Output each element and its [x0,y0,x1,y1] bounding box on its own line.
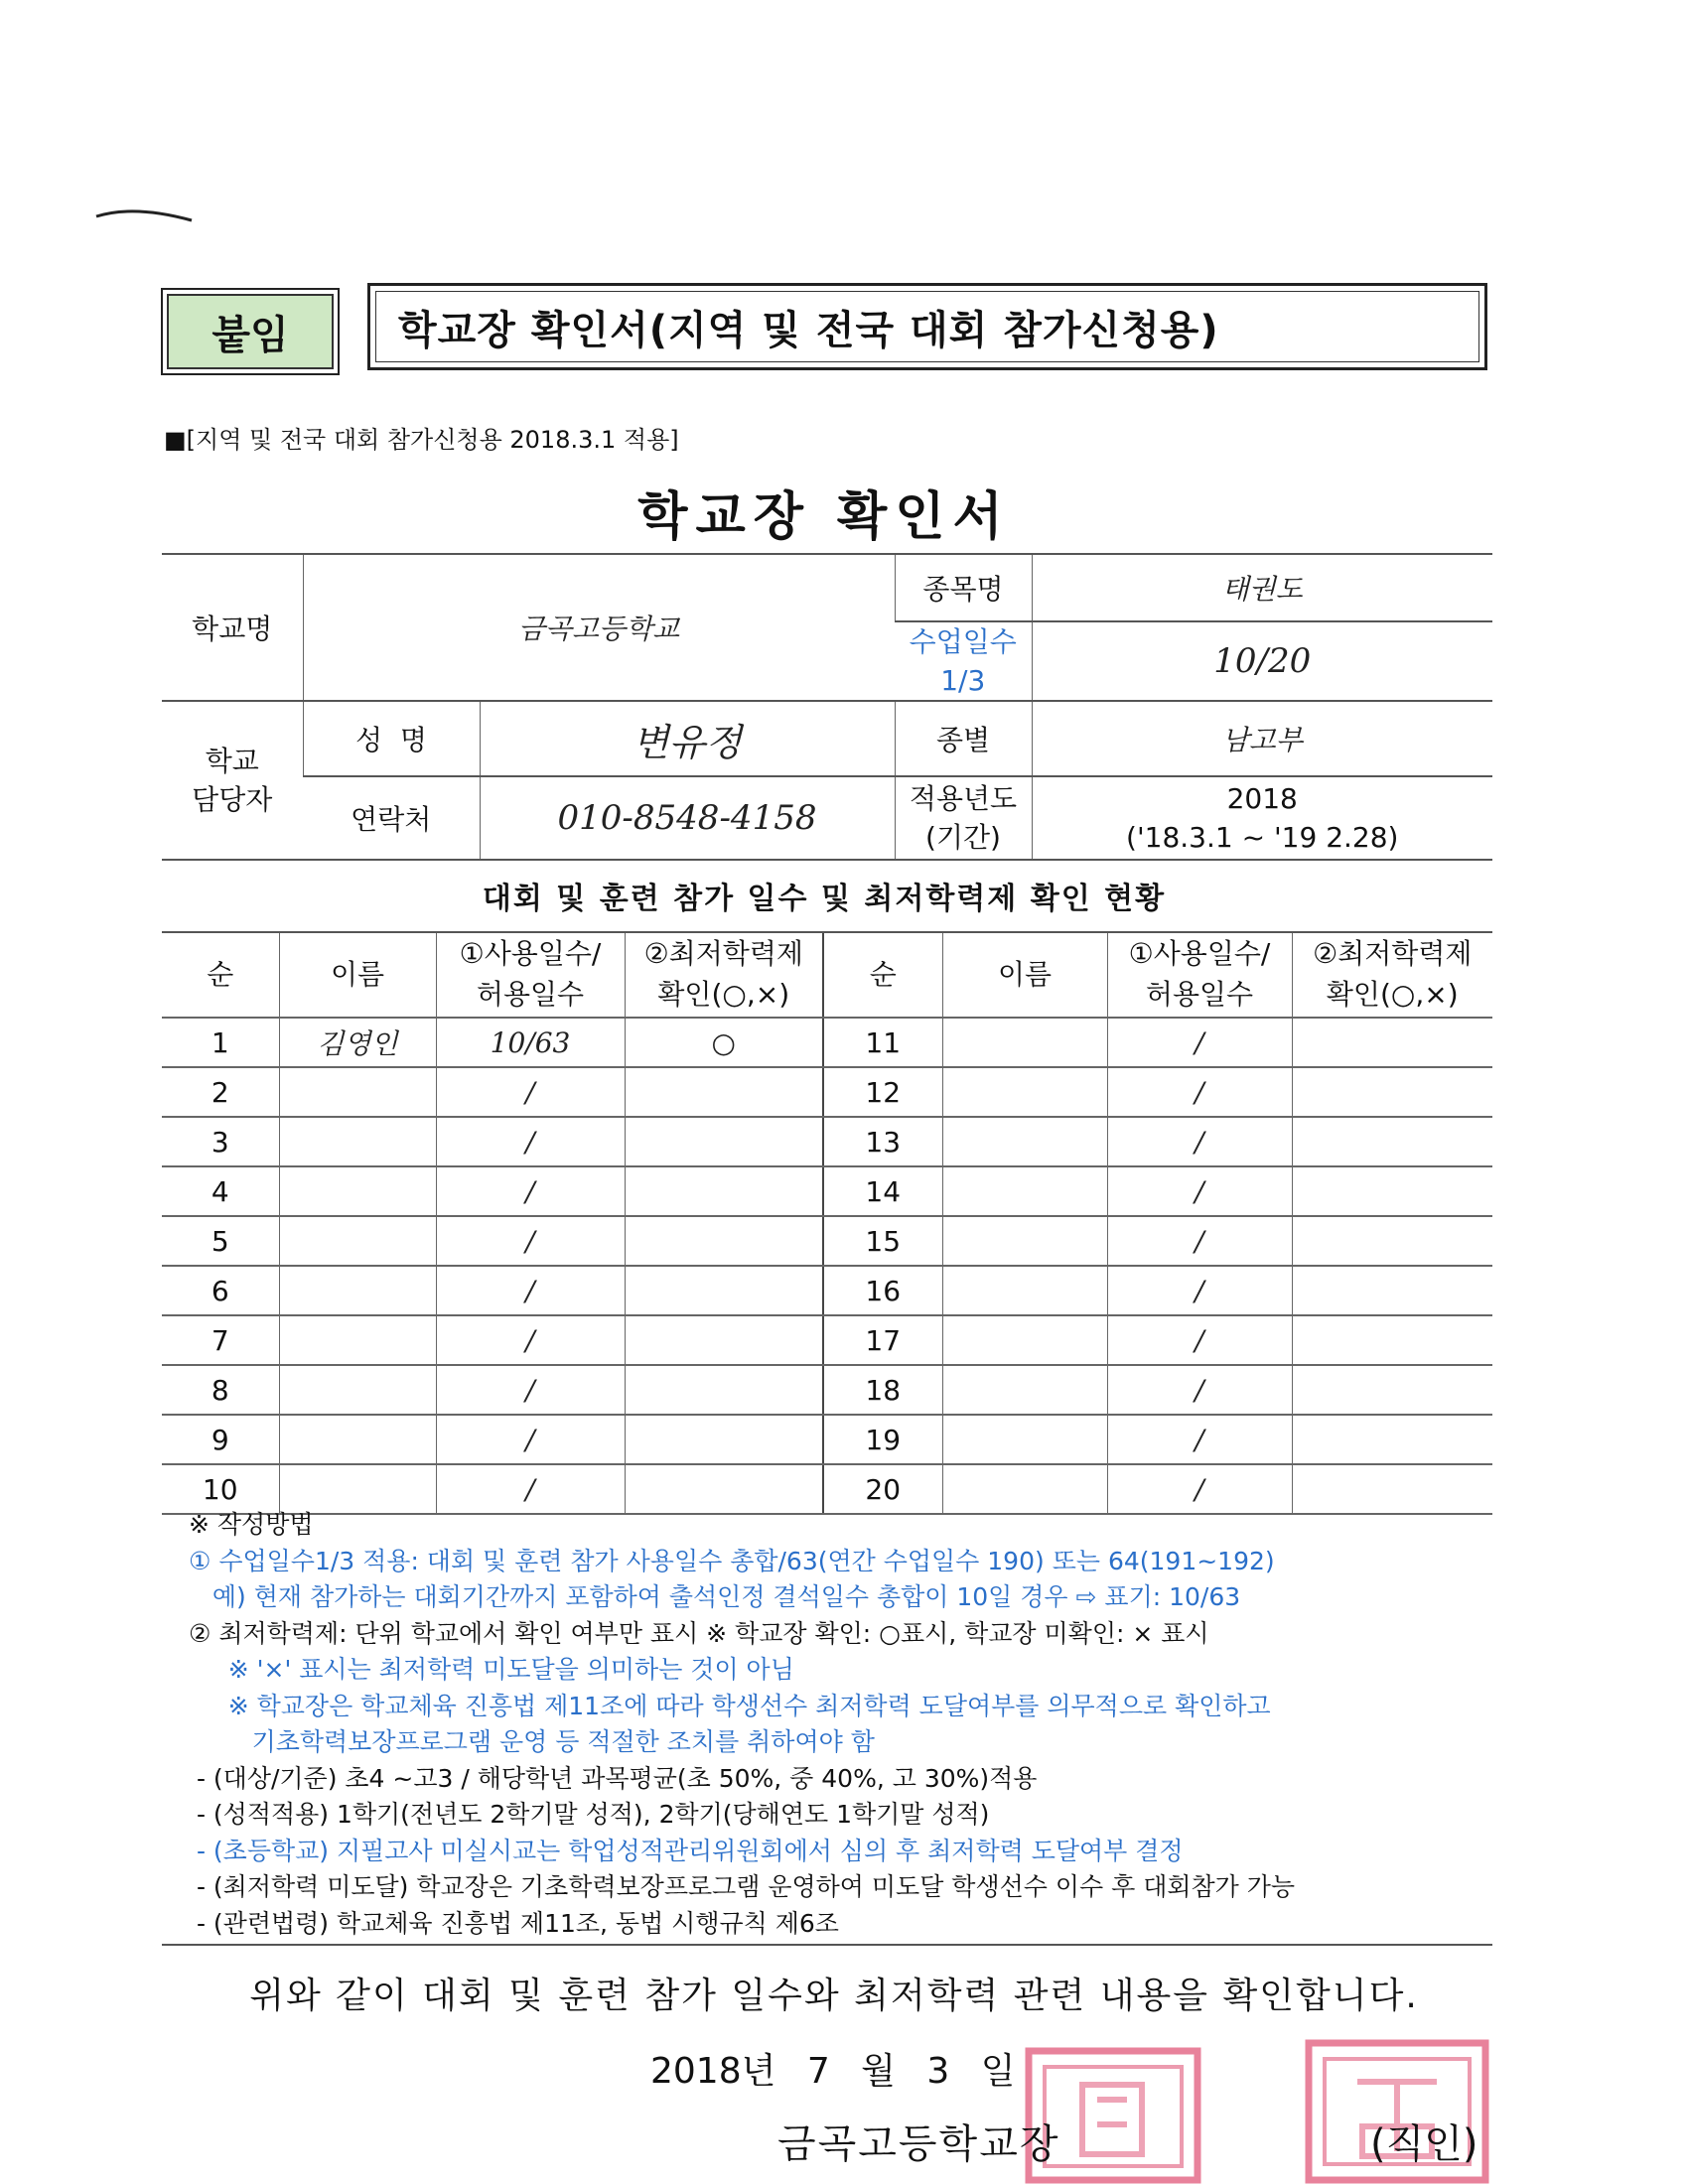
cell-days[interactable]: / [1107,1464,1292,1514]
cell-name[interactable] [279,1415,436,1464]
cell-name[interactable] [279,1365,436,1415]
cell-no[interactable]: 7 [162,1315,279,1365]
cell-no[interactable]: 11 [823,1018,942,1067]
header-no: 순 [162,932,279,1018]
manager-label-line-1: 학교 [205,745,259,778]
cell-days[interactable]: / [436,1117,625,1166]
issue-date: 2018년 7 월 3 일 [650,2051,1016,2092]
name-label: 성 명 [303,701,480,776]
instructions [189,1507,1519,1942]
school-value: 금곡고등학교 [303,554,895,701]
cell-days[interactable]: / [436,1266,625,1315]
header-days-right-line-1: ①사용일수/ [1128,937,1271,971]
header-check-right-line-2: 확인(○,×) [1326,978,1459,1011]
cell-name[interactable] [279,1266,436,1315]
cell-check[interactable] [1292,1018,1492,1067]
cell-days[interactable]: / [1107,1166,1292,1216]
category-value: 남고부 [1032,701,1492,776]
cell-days[interactable]: / [436,1067,625,1117]
cell-no[interactable]: 1 [162,1018,279,1067]
cell-name[interactable] [279,1067,436,1117]
header-check-right [1292,932,1492,1018]
confirmation-statement: 위와 같이 대회 및 훈련 참가 일수와 최저학력 관련 내용을 확인합니다. [249,1976,1419,2016]
cell-no[interactable]: 4 [162,1166,279,1216]
days-value: 10/20 [1032,621,1492,701]
cell-name[interactable] [942,1266,1107,1315]
cell-check[interactable] [625,1315,823,1365]
manager-label [162,701,303,860]
cell-days[interactable]: / [1107,1266,1292,1315]
table-row [162,1365,1492,1415]
cell-check[interactable] [625,1166,823,1216]
signer-name: 금곡고등학교장 [777,2121,1060,2167]
cell-no[interactable]: 5 [162,1216,279,1266]
year-label-line-1: 적용년도 [909,782,1018,816]
year-value-line-2: ('18.3.1 ~ '19 2.28) [1126,821,1399,855]
cell-check[interactable] [1292,1266,1492,1315]
header-days-line-1: ①사용일수/ [459,937,602,971]
table-row [162,1018,1492,1067]
instruction-line: - (초등학교) 지필고사 미실시교는 학업성적관리위원회에서 심의 후 최저학력 도달여부 결정 [189,1836,1184,1865]
header-check-right-line-1: ②최저학력제 [1313,937,1473,971]
header-days [436,932,625,1018]
table-row [162,1166,1492,1216]
header-check-line-2: 확인(○,×) [657,978,790,1011]
cell-name[interactable] [942,1365,1107,1415]
cell-days[interactable]: / [436,1166,625,1216]
instruction-line: - (대상/기준) 초4 ~고3 / 해당학년 과목평균(초 50%, 중 40%, 고 30%)적용 [189,1763,1038,1793]
scan-mark [94,205,194,224]
header-check [625,932,823,1018]
year-label-line-2: (기간) [925,821,1001,855]
cell-days[interactable]: / [436,1464,625,1514]
cell-days[interactable]: / [1107,1018,1292,1067]
cell-no[interactable]: 3 [162,1117,279,1166]
cell-check[interactable] [1292,1117,1492,1166]
table-row [162,1216,1492,1266]
cell-no[interactable]: 9 [162,1415,279,1464]
instruction-line: ① 수업일수1/3 적용: 대회 및 훈련 참가 사용일수 총합/63(연간 수업일수 190) 또는 64(191~192) [189,1546,1275,1575]
instruction-line: ※ '×' 표시는 최저학력 미도달을 의미하는 것이 아님 [189,1655,794,1684]
school-label: 학교명 [162,554,303,701]
cell-check[interactable] [625,1365,823,1415]
instruction-line: ※ 학교장은 학교체육 진흥법 제11조에 따라 학생선수 최저학력 도달여부를 의무적으로 확인하고 [189,1691,1271,1720]
document-heading: 학교장 확인서(지역 및 전국 대회 참가신청용) [367,283,1487,370]
table-row [162,1315,1492,1365]
cell-name[interactable] [942,1018,1107,1067]
cell-check[interactable] [1292,1067,1492,1117]
header-no-right: 순 [823,932,942,1018]
table-row [162,1415,1492,1464]
cell-name[interactable] [279,1315,436,1365]
days-label [895,621,1032,701]
instruction-line: - (성적적용) 1학기(전년도 2학기말 성적), 2학기(당해연도 1학기말 성적) [189,1800,990,1829]
event-label: 종목명 [895,554,1032,621]
roster-table [162,931,1492,1515]
cell-name[interactable] [942,1315,1107,1365]
cell-check[interactable] [1292,1315,1492,1365]
cell-check[interactable] [625,1266,823,1315]
roster-title: 대회 및 훈련 참가 일수 및 최저학력제 확인 현황 [482,882,1167,916]
cell-no[interactable]: 13 [823,1117,942,1166]
category-label: 종별 [895,701,1032,776]
cell-check[interactable] [1292,1166,1492,1216]
cell-no[interactable]: 16 [823,1266,942,1315]
cell-name[interactable] [279,1166,436,1216]
cell-name[interactable] [279,1216,436,1266]
cell-no[interactable]: 14 [823,1166,942,1216]
cell-days[interactable]: 10/63 [436,1018,625,1067]
cell-no[interactable]: 18 [823,1365,942,1415]
instruction-line: ※ 작성방법 [189,1510,314,1539]
cell-days[interactable]: / [1107,1365,1292,1415]
info-table [162,553,1492,861]
cell-check[interactable] [1292,1415,1492,1464]
table-row [162,1067,1492,1117]
header-name: 이름 [279,932,436,1018]
cell-name[interactable] [942,1415,1107,1464]
cell-days[interactable]: / [436,1365,625,1415]
instruction-line: ② 최저학력제: 단위 학교에서 확인 여부만 표시 ※ 학교장 확인: ○표시, 학교장 미확인: × 표시 [189,1618,1209,1648]
days-label-line-1: 수업일수 [909,625,1017,658]
instruction-line: 예) 현재 참가하는 대회기간까지 포함하여 출석인정 결석일수 총합이 10일 경우 ⇨ 표기: 10/63 [189,1582,1241,1611]
cell-days[interactable]: / [436,1216,625,1266]
header-name-right: 이름 [942,932,1107,1018]
seal-label: (직인) [1370,2121,1478,2167]
year-label [895,776,1032,860]
cell-no[interactable]: 15 [823,1216,942,1266]
year-value [1032,776,1492,860]
cell-days[interactable]: / [436,1315,625,1365]
header-check-line-1: ②최저학력제 [643,937,803,971]
cell-days[interactable]: / [1107,1315,1292,1365]
cell-days[interactable]: / [1107,1216,1292,1266]
header-days-right-line-2: 허용일수 [1145,978,1254,1011]
cell-check[interactable] [1292,1216,1492,1266]
cell-name[interactable] [279,1117,436,1166]
cell-days[interactable]: / [1107,1067,1292,1117]
divider [162,1944,1492,1946]
cell-days[interactable]: / [1107,1117,1292,1166]
cell-check[interactable] [625,1117,823,1166]
cell-no[interactable]: 12 [823,1067,942,1117]
cell-name[interactable]: 김영인 [279,1018,436,1067]
days-label-line-2: 1/3 [940,664,986,698]
year-value-line-1: 2018 [1226,782,1298,816]
cell-no[interactable]: 20 [823,1464,942,1514]
name-value: 변유정 [480,701,895,776]
cell-check[interactable]: ○ [625,1018,823,1067]
manager-label-line-2: 담당자 [192,783,273,817]
cell-no[interactable]: 10 [162,1464,279,1514]
cell-name[interactable] [942,1166,1107,1216]
header-days-line-2: 허용일수 [476,978,585,1011]
contact-value: 010-8548-4158 [480,776,895,860]
instruction-line: - (관련법령) 학교체육 진흥법 제11조, 동법 시행규칙 제6조 [189,1908,839,1938]
cell-name[interactable] [942,1117,1107,1166]
event-value: 태권도 [1032,554,1492,621]
cell-no[interactable]: 6 [162,1266,279,1315]
cell-check[interactable] [625,1415,823,1464]
instruction-line: - (최저학력 미도달) 학교장은 기초학력보장프로그램 운영하여 미도달 학생선수 이수 후 대회참가 가능 [189,1872,1296,1901]
cell-check[interactable] [625,1067,823,1117]
table-row [162,1117,1492,1166]
cell-no[interactable]: 2 [162,1067,279,1117]
cell-check[interactable] [1292,1365,1492,1415]
instruction-line: 기초학력보장프로그램 운영 등 적절한 조치를 취하여야 함 [189,1727,875,1756]
cell-no[interactable]: 19 [823,1415,942,1464]
contact-label: 연락처 [303,776,480,860]
table-row [162,1266,1492,1315]
cell-no[interactable]: 8 [162,1365,279,1415]
applicability-note: ■[지역 및 전국 대회 참가신청용 2018.3.1 적용] [164,426,679,454]
cell-name[interactable] [942,1067,1107,1117]
cell-days[interactable]: / [1107,1415,1292,1464]
attachment-badge: 붙임 [161,288,340,375]
cell-days[interactable]: / [436,1415,625,1464]
header-days-right [1107,932,1292,1018]
cell-no[interactable]: 17 [823,1315,942,1365]
cell-name[interactable] [942,1216,1107,1266]
form-title: 학교장 확인서 [637,487,1011,547]
cell-check[interactable] [625,1216,823,1266]
